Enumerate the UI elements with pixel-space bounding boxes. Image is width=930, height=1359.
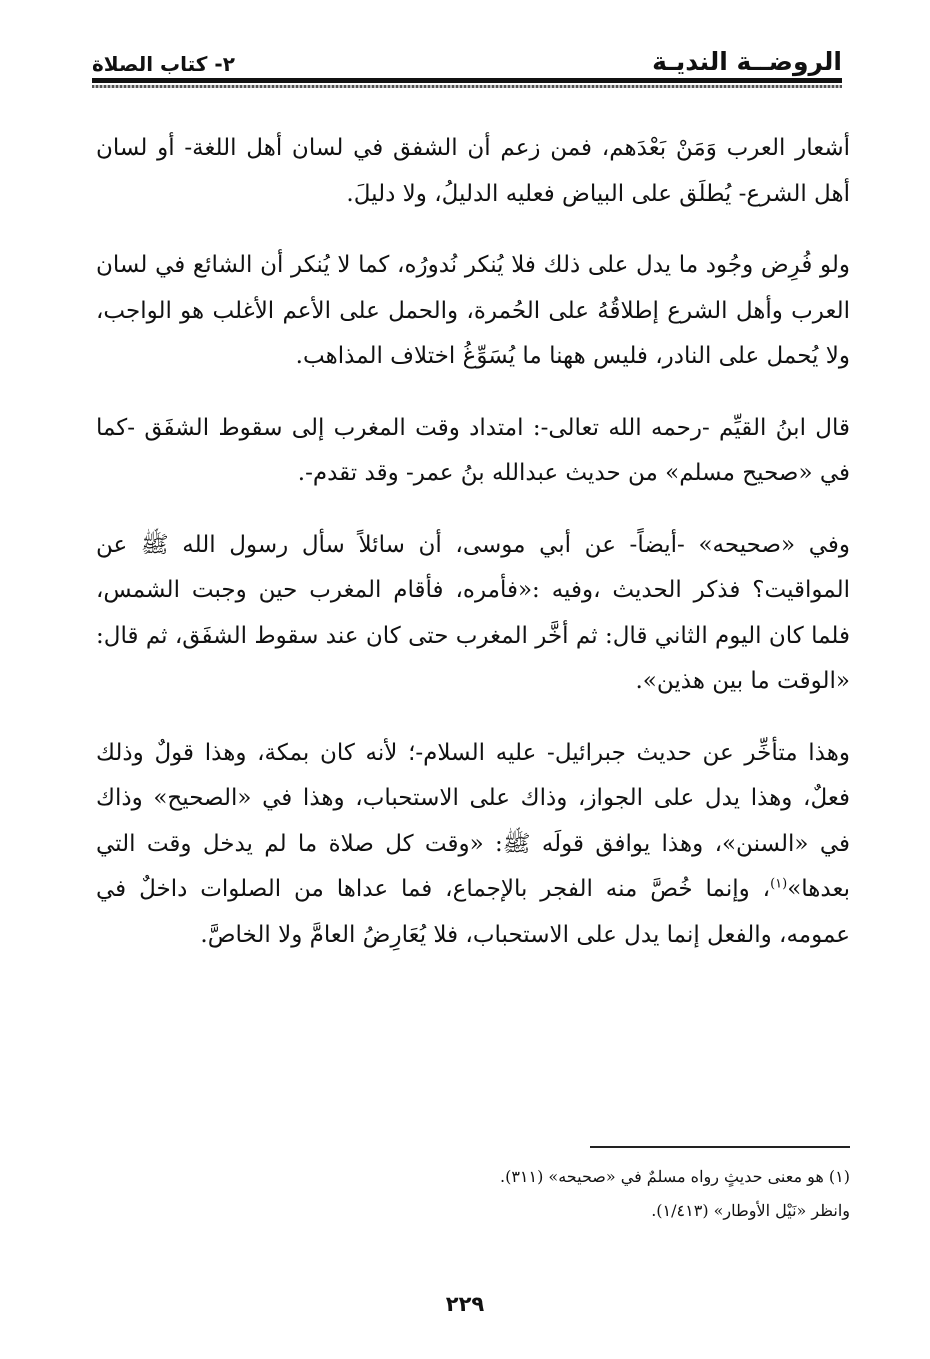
page-number: ٢٢٩ [445,1292,485,1316]
footnote-1-continued: وانظر «نَيْل الأوطار» (١/٤١٣). [651,1201,850,1220]
footnote-1: (١) هو معنى حديثٍ رواه مسلمٌ في «صحيحه» (٣١١). [499,1167,850,1186]
paragraph-5 [96,731,850,959]
paragraph-1: أشعار العرب وَمَنْ بَعْدَهم، فمن زعم أن الشفق في لسان أهل اللغة- أو لسان أهل الشرع- يُطلَق على البياض فعليه الدليلُ، ولا دليلَ. [96,135,850,207]
running-header [92,40,842,76]
chapter-title: ٢- كتاب الصلاة [92,52,235,76]
paragraph-3: قال ابنُ القيِّم -رحمه الله تعالى-: امتداد وقت المغرب إلى سقوط الشفَق -كما في «صحيح مسلم» من حديث عبدالله بنُ عمر- وقد تقدم-. [96,414,850,486]
paragraph-5-after: ، وإنما خُصَّ منه الفجر بالإجماع، فما عداها من الصلوات داخلٌ في عمومه، والفعل إنما يدل على الاستحباب، فلا يُعَارِضُ العامَّ ولا الخاصَّ. [96,876,850,948]
header-rule-thick [92,78,842,83]
footnotes [96,1160,850,1228]
main-text [96,126,850,984]
paragraph-2: ولو فُرِض وجُود ما يدل على ذلك فلا يُنكر نُدورُه، كما لا يُنكر أن الشائع في لسان العرب وأهل الشرع إطلاقُهُ على الحُمرة، والحمل على الأعم الأغلب هو الواجب، ولا يُحمل على النادر، فليس ههنا ما يُسَوِّغُ اختلاف المذاهب. [96,252,850,369]
book-title: الروضــة النديـة [652,47,842,76]
paragraph-4: وفي «صحيحه» -أيضاً- عن أبي موسى، أن سائلاً سأل رسول الله ﷺ عن المواقيت؟ فذكر الحديث ،وفيه :«فأمره، فأقام المغرب حين وجبت الشمس، فلما كان اليوم الثاني قال: ثم أخَّر المغرب حتى كان عند سقوط الشفَق، ثم قال: «الوقت ما بين هذين». [96,531,850,694]
paragraph-5-before: وهذا متأخِّر عن حديث جبرائيل- عليه السلام-؛ لأنه كان بمكة، وهذا قولٌ وذلك فعلٌ، وهذا يدل على الجواز، وذاك على الاستحباب، وهذا في «الصحيح» وذاك في «السنن»، وهذا يوافق قولَه ﷺ: «وقت كل صلاة ما لم يدخل وقت التي بعدها» [96,739,850,902]
header-rule-thin [92,85,842,88]
footnote-marker[interactable]: (١) [770,876,788,892]
footnote-separator [590,1146,850,1148]
